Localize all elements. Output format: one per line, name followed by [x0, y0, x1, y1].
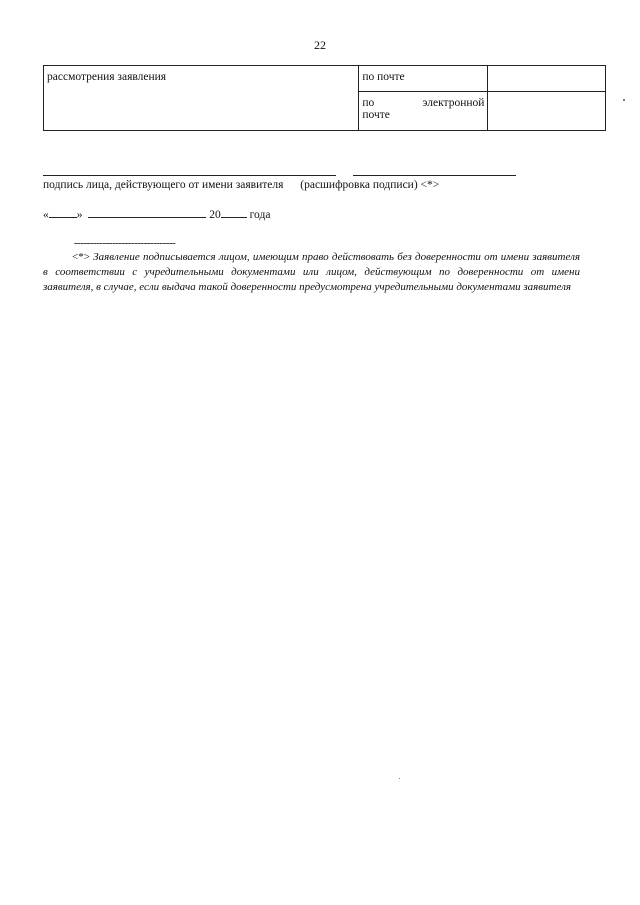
- submission-method-table: [43, 65, 606, 131]
- day-blank: [49, 207, 77, 218]
- signature-labels: [43, 179, 439, 191]
- empty-cell-email: [488, 92, 606, 131]
- footnote-separator: --------------------------------: [74, 237, 176, 249]
- method-cell-mail: [359, 66, 488, 92]
- date-close-quote: »: [76, 209, 83, 221]
- footnote-marker: <*>: [72, 251, 90, 263]
- footnote: [43, 250, 580, 295]
- subject-cell: [44, 66, 359, 131]
- subject-text: рассмотрения заявления: [47, 71, 167, 83]
- method-email-word-2: электронной: [422, 97, 485, 109]
- footnote-text: Заявление подписывается лицом, имеющим право действовать без доверенности от имени заявителя в соответствии с учредительными документами или лицом, действующим по доверенности от имени заявителя, в случае, если выдача такой доверенности предусмотрена учредительными документами заявителя: [43, 251, 580, 293]
- year-blank: [221, 207, 247, 218]
- signer-label: подпись лица, действующего от имени заявителя: [43, 179, 284, 191]
- method-mail-text: по почте: [362, 71, 405, 83]
- page-number: 22: [314, 38, 326, 52]
- date-line: [43, 207, 270, 221]
- scan-speck: [623, 99, 625, 101]
- empty-cell-mail: [488, 66, 606, 92]
- decipher-line: [353, 175, 516, 176]
- signature-line: [43, 175, 336, 176]
- month-blank: [88, 207, 206, 218]
- method-cell-email: [359, 92, 488, 131]
- date-open-quote: «: [43, 209, 49, 221]
- decipher-label: (расшифровка подписи) <*>: [300, 179, 440, 191]
- date-century: 20: [209, 209, 221, 221]
- date-year-word: года: [249, 209, 271, 221]
- method-email-word-1: по: [362, 97, 375, 109]
- table-row: [44, 66, 606, 92]
- scan-speck: [399, 778, 400, 779]
- method-email-word-3: почте: [362, 109, 390, 121]
